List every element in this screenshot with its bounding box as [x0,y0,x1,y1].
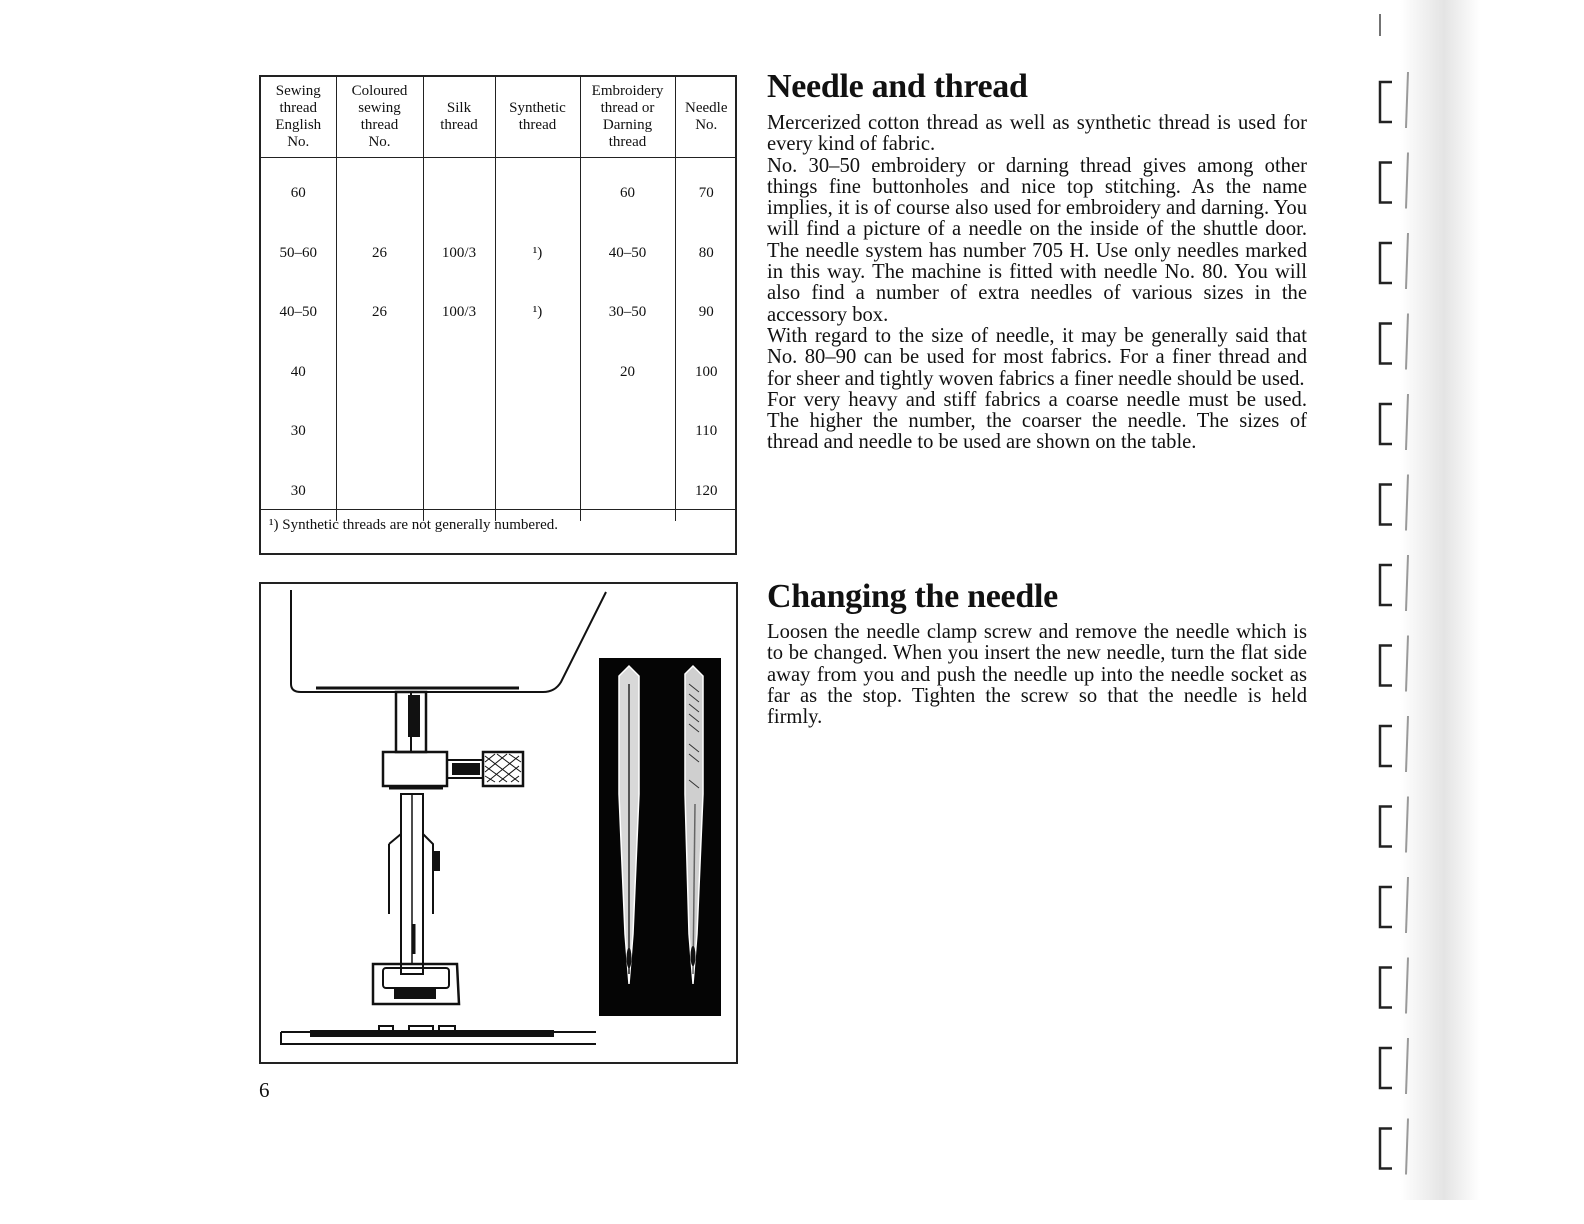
table-cell [423,462,495,522]
needle-thread-paragraph: Mercerized cotton thread as well as synthetic thread is used for every kind of fabric. [767,112,1307,156]
table-cell: 110 [675,402,737,462]
binding-ring [1380,1048,1392,1088]
binding-ring [1380,82,1392,122]
binding-ring [1380,243,1392,283]
binding-ring [1380,485,1392,525]
needle-thread-paragraph: For very heavy and stiff fabrics a coarse needle must be used. The higher the number, the coarser the needle. The sizes of thread and needle to be used are shown on the table. [767,388,1307,454]
table-cell: 100/3 [423,283,495,343]
binding-ring [1380,163,1392,203]
table-row [261,402,737,462]
table-cell [336,158,423,224]
table-cell: 26 [336,283,423,343]
needle-thread-paragraph: With regard to the size of needle, it may be generally said that No. 80–90 can be used for most fabrics. For a finer thread and for sheer and tightly woven fabrics a finer needle should be used. [767,324,1307,390]
table-header-row [261,77,737,158]
table-footnote: ¹) Synthetic threads are not generally numbered. [269,517,558,533]
spiral-binding [1370,0,1584,1224]
binding-ring [1380,565,1392,605]
table-cell: 40–50 [279,304,317,321]
table-row [261,158,737,224]
table-cell: 40 [290,363,306,380]
needle-clamp-illustration [261,584,736,1062]
header-embroidery-thread: Embroidery thread or Darning thread [580,77,675,158]
table-cell: 100/3 [423,224,495,284]
table-cell [580,402,675,462]
table-cell [336,462,423,522]
table-row [261,224,737,284]
needle-thread-body [767,113,1307,454]
binding-ring-edge [1406,475,1408,531]
table-cell: ¹) [495,224,580,284]
changing-needle-paragraph: Loosen the needle clamp screw and remove the needle which is to be changed. When you insert the new needle, turn the flat side away from you and push the needle up into the needle socket as far as the stop. Tighten the screw so that the needle is held firmly. [767,621,1307,729]
binding-ring [1380,807,1392,847]
header-synthetic-thread: Synthetic thread [495,77,580,158]
table-row [261,283,737,343]
binding-ring-edge [1406,72,1408,128]
binding-ring [1380,887,1392,927]
binding-ring [1380,726,1392,766]
table-cell: 120 [675,462,737,522]
table-cell [423,343,495,403]
binding-ring-edge [1406,1038,1408,1094]
binding-ring-edge [1406,394,1408,450]
table-cell: 80 [675,224,737,284]
table-cell [336,402,423,462]
binding-ring-edge [1406,1119,1408,1175]
binding-ring-edge [1406,555,1408,611]
binding-ring-edge [1406,797,1408,853]
table-cell: 30 [290,423,306,440]
table-cell: 90 [675,283,737,343]
table-cell [336,343,423,403]
table-cell: 30–50 [580,283,675,343]
table-cell [423,402,495,462]
page-number: 6 [259,1078,270,1102]
table-cell: 26 [336,224,423,284]
table-cell: 50–60 [279,244,317,261]
needle-thread-paragraph: No. 30–50 embroidery or darning thread gives among other things fine buttonholes and nice top stitching. As the name implies, it is of course also used for embroidery and darning. You will find a picture of a needle on the inside of the shuttle door. The needle system has number 705 H. Use only needles marked in this way. The machine is fitted with needle No. 80. You will also find a number of extra needles of various sizes in the accessory box. [767,154,1307,326]
table-cell [495,158,580,224]
table-cell: 70 [675,158,737,224]
thread-needle-table-box [259,75,737,555]
binding-ring [1380,324,1392,364]
table-cell: 40–50 [580,224,675,284]
binding-ring [1380,404,1392,444]
thread-needle-table [261,77,737,521]
table-cell [495,402,580,462]
needle-thread-heading: Needle and thread [767,68,1028,105]
header-sewing-thread: Sewing thread English No. [261,77,336,158]
table-cell: 20 [580,343,675,403]
table-cell: 60 [290,185,306,202]
binding-ring-edge [1406,314,1408,370]
table-cell [423,158,495,224]
table-cell: 60 [580,158,675,224]
table-row [261,462,737,522]
footnote-divider [261,509,735,510]
changing-needle-heading: Changing the needle [767,578,1058,615]
table-cell: 100 [675,343,737,403]
table-cell [495,462,580,522]
binding-ring-edge [1406,716,1408,772]
machine-head-outline [291,590,606,692]
binding-ring-edge [1406,958,1408,1014]
binding-ring-edge [1406,636,1408,692]
table-cell [580,462,675,522]
binding-ring-edge [1406,233,1408,289]
binding-ring [1380,968,1392,1008]
binding-ring [1380,1129,1392,1169]
binding-ring-edge [1406,877,1408,933]
binding-ring [1380,646,1392,686]
needle-illustration-box [259,582,738,1064]
table-cell: 30 [290,482,306,499]
header-coloured-thread: Coloured sewing thread No. [336,77,423,158]
header-silk-thread: Silk thread [423,77,495,158]
binding-ring-edge [1406,153,1408,209]
table-cell: ¹) [495,283,580,343]
header-needle-no: Needle No. [675,77,737,158]
changing-needle-body [767,622,1307,728]
table-cell [495,343,580,403]
table-row [261,343,737,403]
